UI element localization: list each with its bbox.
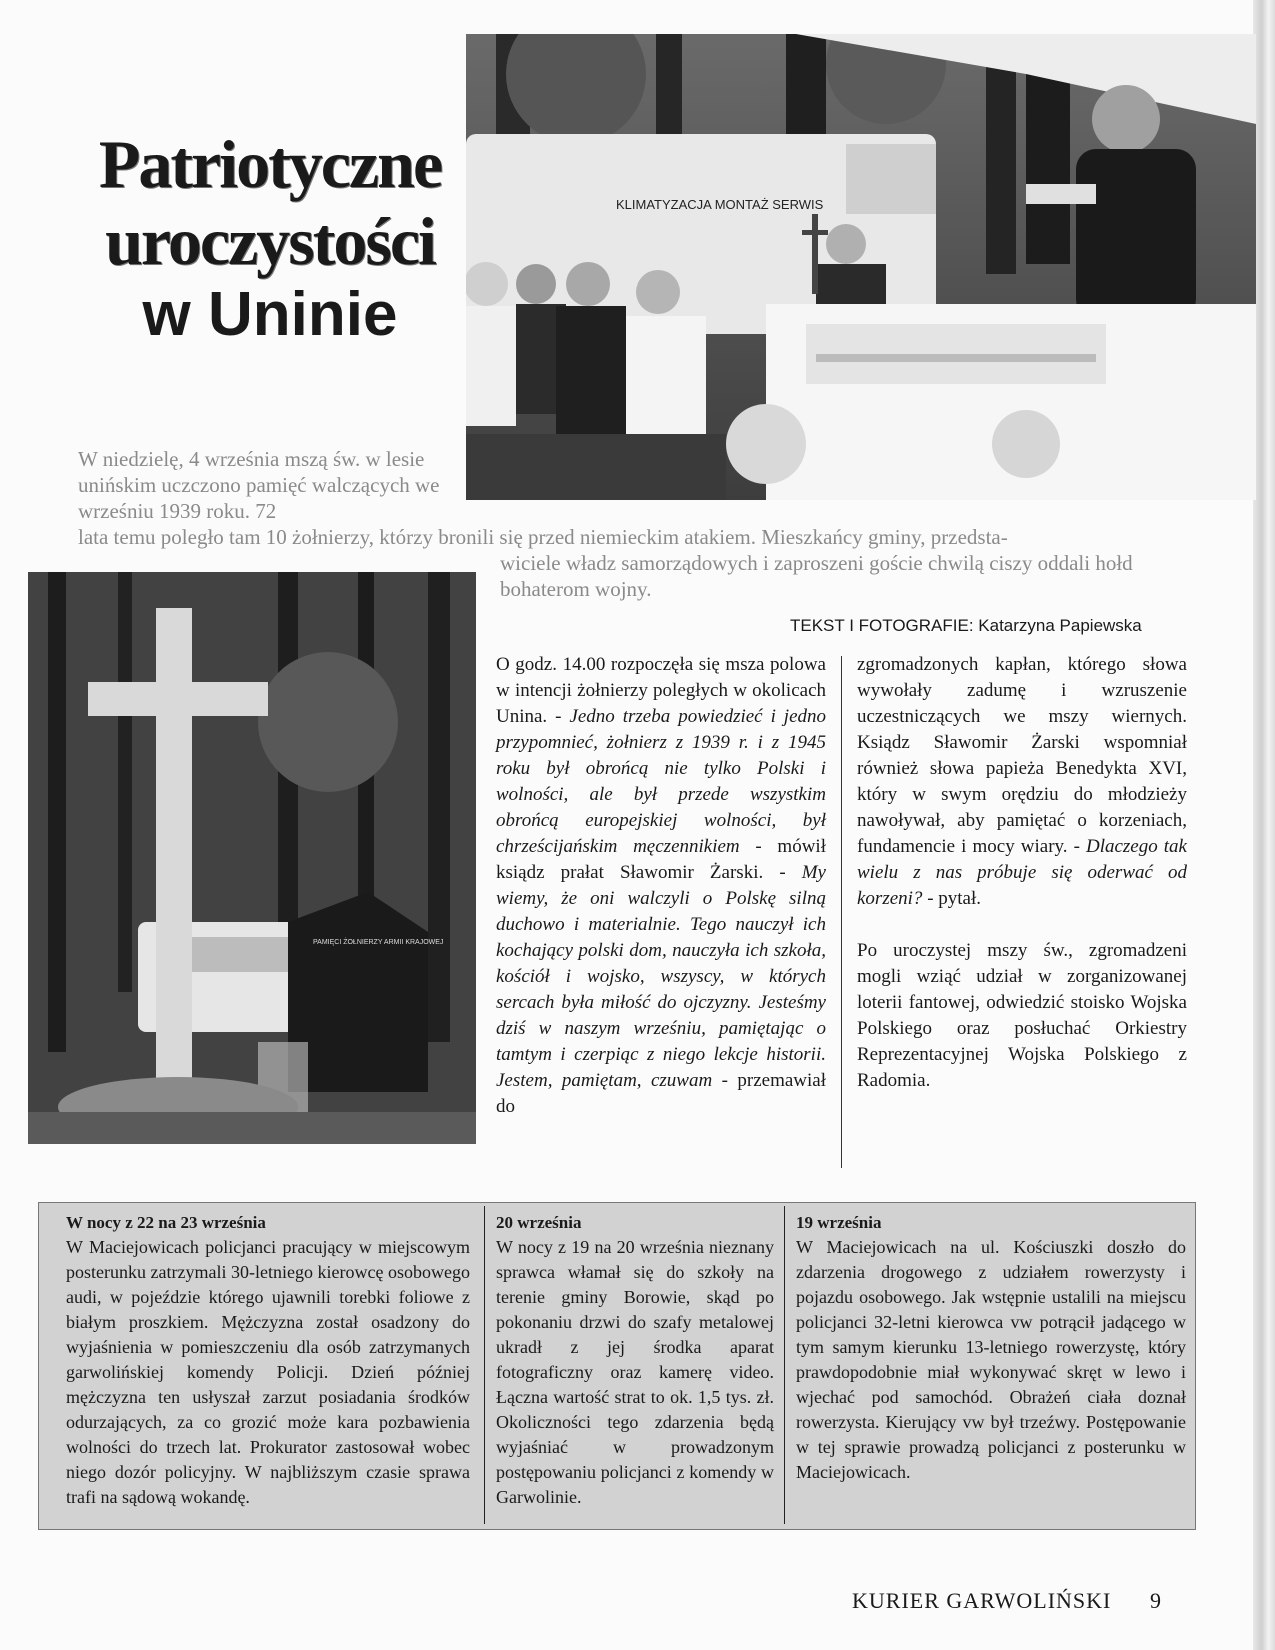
article-column-1 — [496, 652, 826, 1120]
article-text: - pytał. — [922, 888, 982, 909]
van-text: KLIMATYZACJA MONTAŻ SERWIS — [616, 197, 824, 212]
magazine-name: KURIER GARWOLIŃSKI — [852, 1588, 1112, 1613]
news-item-3 — [796, 1210, 1186, 1485]
article-paragraph: Po uroczystej mszy św., zgromadzeni mogli wziąć udział w zorganizowanej loterii fantowej, odwiedzić stoisko Wojska Polskiego oraz posłuchać Orkiestry Reprezentacyjnej Wojska Polskiego z Radomia. — [857, 940, 1187, 1091]
article-text: - przemawiał do — [496, 1070, 826, 1117]
news-heading: 19 września — [796, 1213, 882, 1232]
news-heading: W nocy z 22 na 23 września — [66, 1213, 266, 1232]
page-edge — [1253, 0, 1275, 1650]
column-divider — [841, 656, 842, 1168]
article-paragraph — [496, 652, 826, 1120]
news-heading: 20 września — [496, 1213, 582, 1232]
article-paragraph — [857, 652, 1187, 912]
quote-text: My wiemy, że oni walczyli o Polskę silną duchowo i materialnie. Tego nauczył ich kochający polski dom, nauczyła ich szkoła, kościół i wojsko, wszyscy, w których sercach była miłość do ojczyzny. Jesteśmy dziś w naszym wrześniu, pamiętając o tamtym i czerpiąc z niego lekcje historii. Jestem, pamiętam, czuwam — [496, 862, 826, 1091]
article-text: - mówił ksiądz prałat Sławomir Żarski. - — [496, 836, 826, 883]
article-column-2 — [857, 652, 1187, 1094]
lead-paragraph-middle: lata temu poległo tam 10 żołnierzy, którzy bronili się przed niemieckim atakiem. Mieszkańcy gminy, przedsta- — [78, 525, 1008, 549]
title-line-3: w Uninie — [142, 279, 398, 349]
memorial-illustration — [28, 572, 476, 1144]
article-text: zgromadzonych kapłan, którego słowa wywołały zadumę i wzruszenie uczestniczących we mszy wiernych. Ksiądz Sławomir Żarski wspomniał również słowa papieża Benedykta XVI, który w swym orędziu do młodzieży nawoływał, aby pamiętać o korzeniach, fundamencie i mocy wiary. - — [857, 654, 1187, 857]
news-item-1 — [66, 1210, 470, 1510]
plaque-text: PAMIĘCI ŻOŁNIERZY ARMII KRAJOWEJ — [313, 939, 444, 946]
news-divider — [784, 1206, 785, 1524]
photo-memorial-cross — [28, 572, 476, 1144]
news-text: W nocy z 19 na 20 września nieznany sprawca włamał się do szkoły na terenie gminy Borowie, skąd po pokonaniu drzwi do szafy metalowej ukradł z jej środka aparat fotograficzny oraz kamerę video. Łączna wartość strat to ok. 1,5 tys. zł. Okoliczności tego zdarzenia będą wyjaśniać w prowadzonym postępowaniu policjanci z komendy w Garwolinie. — [496, 1237, 774, 1507]
title-line-1: Patriotyczne — [98, 126, 442, 202]
title-line-2: uroczystości — [105, 203, 435, 280]
quote-text: Dlaczego tak wielu z nas próbuje się oderwać od korzeni? — [857, 836, 1187, 909]
article-text: O godz. 14.00 rozpoczęła się msza polowa w intencji żołnierzy poległych w okolicach Unina. - — [496, 654, 826, 727]
news-item-2 — [496, 1210, 774, 1510]
photo-field-mass — [466, 34, 1256, 500]
quote-text: Jedno trzeba powiedzieć i jedno przypomnieć, żołnierz z 1939 r. i z 1945 roku był obrońcą nie tylko Polski i wolności, ale był przede wszystkim obrońcą europejskiej wolności, był chrześcijańskim męczennikiem — [496, 706, 827, 857]
page-number: 9 — [1150, 1588, 1161, 1613]
news-divider — [484, 1206, 485, 1524]
text-photo-credit: TEKST I FOTOGRAFIE: Katarzyna Papiewska — [790, 616, 1142, 635]
lead-paragraph-start: W niedzielę, 4 września mszą św. w lesie unińskim uczczono pamięć walczących we wrześniu 1939 roku. 72 — [78, 447, 440, 523]
article-title — [70, 126, 470, 349]
news-text: W Maciejowicach na ul. Kościuszki doszło do zdarzenia drogowego z udziałem rowerzysty i pojazdu osobowego. Jak wstępnie ustalili na miejscu policjanci 32-letni kierowca vw potrącił jadącego w tym samym kierunku 13-letniego rowerzystę, który prawdopodobnie miał wykonywać skręt w lewo i wjechać pod samochód. Obrażeń ciała doznał rowerzysta. Kierujący vw był trzeźwy. Postępowanie w tej sprawie prowadzą policjanci z posterunku w Maciejowicach. — [796, 1237, 1186, 1482]
news-text: W Maciejowicach policjanci pracujący w miejscowym posterunku zatrzymali 30-letniego kierowcę osobowego audi, w pojeździe którego ujawnili torebki foliowe z białym proszkiem. Mężczyzna został osadzony do wyjaśnienia w pomieszczeniu dla osób zatrzymanych garwolińskiej komendy Policji. Dzień później mężczyzna ten usłyszał zarzut posiadania środków odurzających, za co grozić może kara pozbawienia wolności do trzech lat. Prokurator zastosował wobec niego dozór policyjny. W najbliższym czasie sprawa trafi na sądową wokandę. — [66, 1237, 470, 1507]
field-mass-illustration — [466, 34, 1256, 500]
lead-paragraph-end: wiciele władz samorządowych i zaproszeni goście chwilą ciszy oddali hołd bohaterom wojny. — [500, 551, 1133, 601]
